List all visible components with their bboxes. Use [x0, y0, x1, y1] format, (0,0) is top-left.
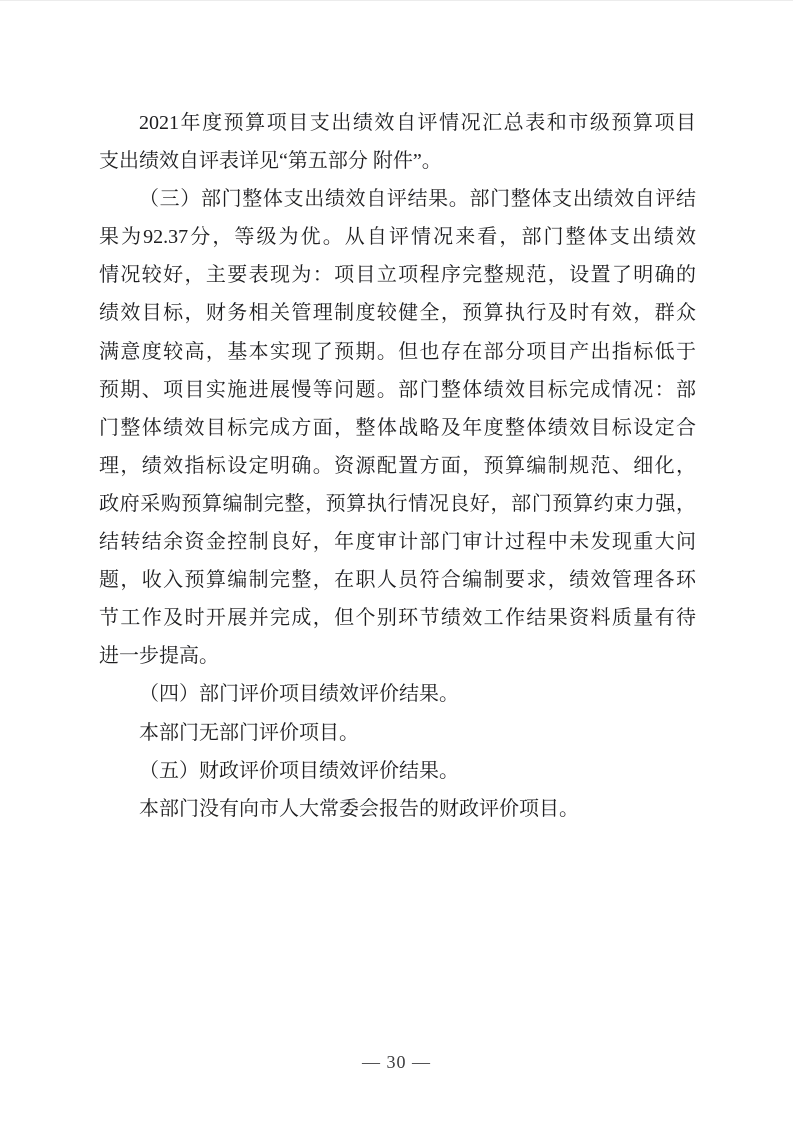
text-line: 支出绩效自评表详见“第五部分 附件”。 — [99, 150, 442, 173]
text-line: 2021年度预算项目支出绩效自评情况汇总表和市级预算项目 — [139, 112, 696, 134]
text-line: 果为92.37分，等级为优。从自评情况来看，部门整体支出绩效 — [99, 226, 696, 249]
text-line: 情况较好，主要表现为：项目立项程序完整规范，设置了明确的 — [99, 264, 696, 287]
document-body — [99, 104, 696, 828]
text-line: 满意度较高，基本实现了预期。但也存在部分项目产出指标低于 — [99, 340, 696, 363]
page-number: — 30 — — [362, 1052, 431, 1072]
text-line: 题，收入预算编制完整，在职人员符合编制要求，绩效管理各环 — [99, 569, 696, 592]
text-line: 节工作及时开展并完成，但个别环节绩效工作结果资料质量有待 — [99, 607, 696, 630]
section-heading-4: （四）部门评价项目绩效评价结果。 — [139, 683, 459, 706]
text-line: 门整体绩效目标完成方面，整体战略及年度整体绩效目标设定合 — [99, 416, 696, 439]
text-line: 绩效目标，财务相关管理制度较健全，预算执行及时有效，群众 — [99, 302, 696, 325]
section-heading-3: （三）部门整体支出绩效自评结果。部门整体支出绩效自评结 — [139, 188, 696, 211]
section-heading-5: （五）财政评价项目绩效评价结果。 — [139, 759, 459, 782]
text-line: 预期、项目实施进展慢等问题。部门整体绩效目标完成情况：部 — [99, 378, 696, 401]
text-line: 政府采购预算编制完整，预算执行情况良好，部门预算约束力强， — [99, 492, 696, 515]
text-line: 本部门无部门评价项目。 — [139, 721, 359, 744]
text-line: 理，绩效指标设定明确。资源配置方面，预算编制规范、细化， — [99, 454, 696, 477]
text-line: 进一步提高。 — [99, 645, 219, 668]
text-line: 本部门没有向市人大常委会报告的财政评价项目。 — [139, 797, 579, 820]
text-line: 结转结余资金控制良好，年度审计部门审计过程中未发现重大问 — [99, 531, 696, 554]
